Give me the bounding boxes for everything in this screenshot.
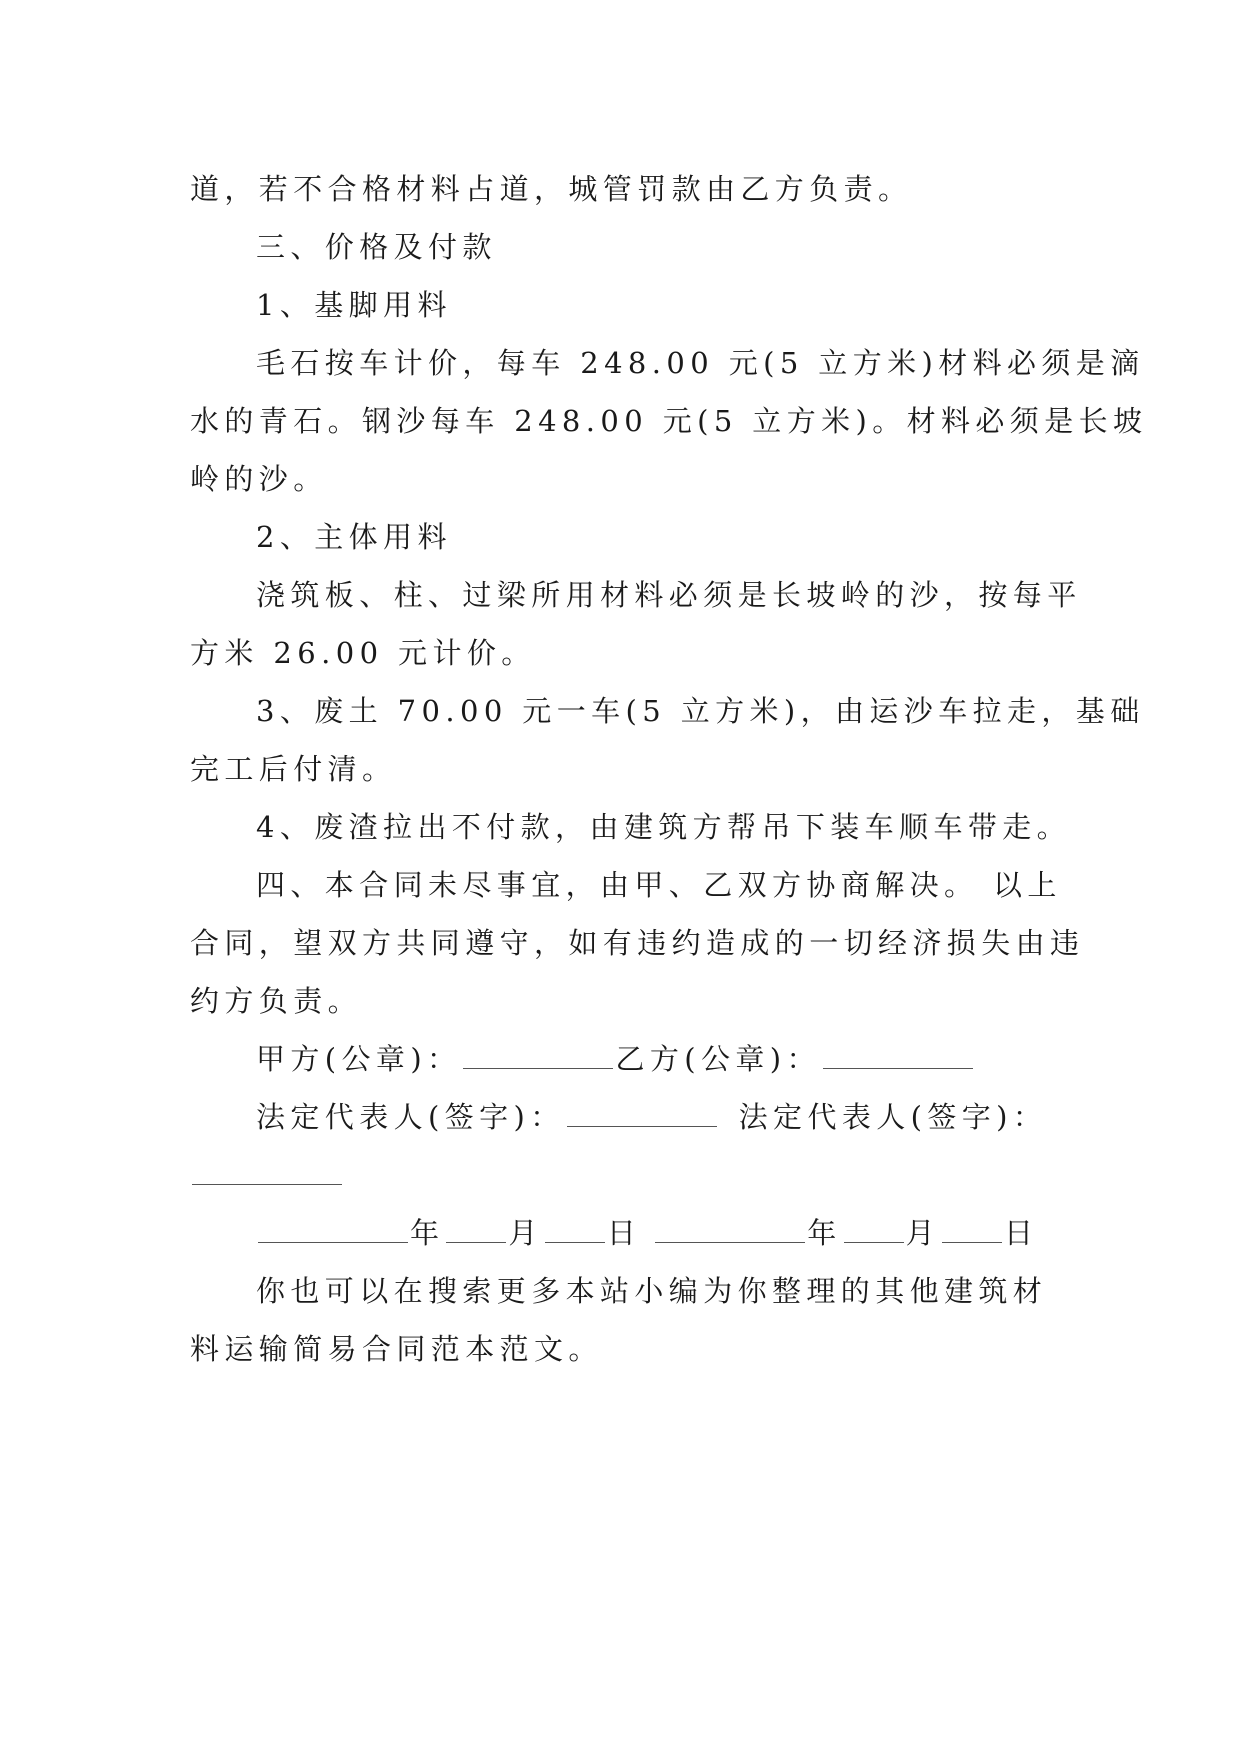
date-line <box>190 1204 1050 1262</box>
party-a-month-blank <box>446 1240 506 1243</box>
paragraph-line: 岭的沙。 <box>190 462 328 496</box>
paragraph-line: 毛石按车计价，每车 248.00 元(5 立方米)材料必须是滴 <box>256 346 1145 380</box>
seal-line <box>190 1030 1050 1088</box>
day-label-b: 日 <box>1004 1216 1039 1250</box>
paragraph-line: 水的青石。钢沙每车 248.00 元(5 立方米)。材料必须是长坡 <box>190 404 1148 438</box>
party-a-rep-label: 法定代表人(签字)： <box>256 1100 565 1134</box>
month-label-a: 月 <box>508 1216 543 1250</box>
party-a-day-blank <box>545 1240 605 1243</box>
paragraph-line: 约方负责。 <box>190 984 363 1018</box>
section-heading: 三、价格及付款 <box>256 230 497 264</box>
closing-line: 料运输简易合同范本范文。 <box>190 1332 603 1366</box>
party-b-year-blank <box>655 1240 805 1243</box>
party-a-seal-blank <box>463 1066 613 1069</box>
party-a-seal-label: 甲方(公章)： <box>256 1042 462 1076</box>
closing-line: 你也可以在搜索更多本站小编为你整理的其他建筑材 <box>256 1274 1048 1308</box>
paragraph-line: 3、废土 70.00 元一车(5 立方米)，由运沙车拉走，基础 <box>256 694 1145 728</box>
paragraph-line: 4、废渣拉出不付款，由建筑方帮吊下装车顺车带走。 <box>256 810 1072 844</box>
subsection-heading: 1、基脚用料 <box>256 288 452 322</box>
paragraph-line: 完工后付清。 <box>190 752 397 786</box>
party-b-day-blank <box>942 1240 1002 1243</box>
paragraph-line: 四、本合同未尽事宜，由甲、乙双方协商解决。 以上 <box>256 868 1062 902</box>
day-label-a: 日 <box>606 1216 642 1250</box>
party-b-month-blank <box>844 1240 904 1243</box>
party-a-rep-blank <box>567 1124 717 1127</box>
party-b-seal-label: 乙方(公章)： <box>615 1042 821 1076</box>
party-b-seal-blank <box>823 1066 973 1069</box>
representative-continuation <box>190 1146 1050 1204</box>
party-a-year-blank <box>258 1240 408 1243</box>
year-label-a: 年 <box>410 1216 445 1250</box>
document-body <box>190 160 1148 1378</box>
paragraph-line: 道，若不合格材料占道，城管罚款由乙方负责。 <box>190 172 913 206</box>
paragraph-line: 浇筑板、柱、过梁所用材料必须是长坡岭的沙，按每平 <box>256 578 1082 612</box>
paragraph-line: 合同，望双方共同遵守，如有违约造成的一切经济损失由违 <box>190 926 1085 960</box>
party-b-rep-blank <box>192 1182 342 1185</box>
month-label-b: 月 <box>905 1216 941 1250</box>
representative-line <box>190 1088 1050 1146</box>
paragraph-line: 方米 26.00 元计价。 <box>190 636 536 670</box>
subsection-heading: 2、主体用料 <box>256 520 452 554</box>
party-b-rep-label: 法定代表人(签字)： <box>738 1100 1048 1134</box>
year-label-b: 年 <box>807 1216 842 1250</box>
